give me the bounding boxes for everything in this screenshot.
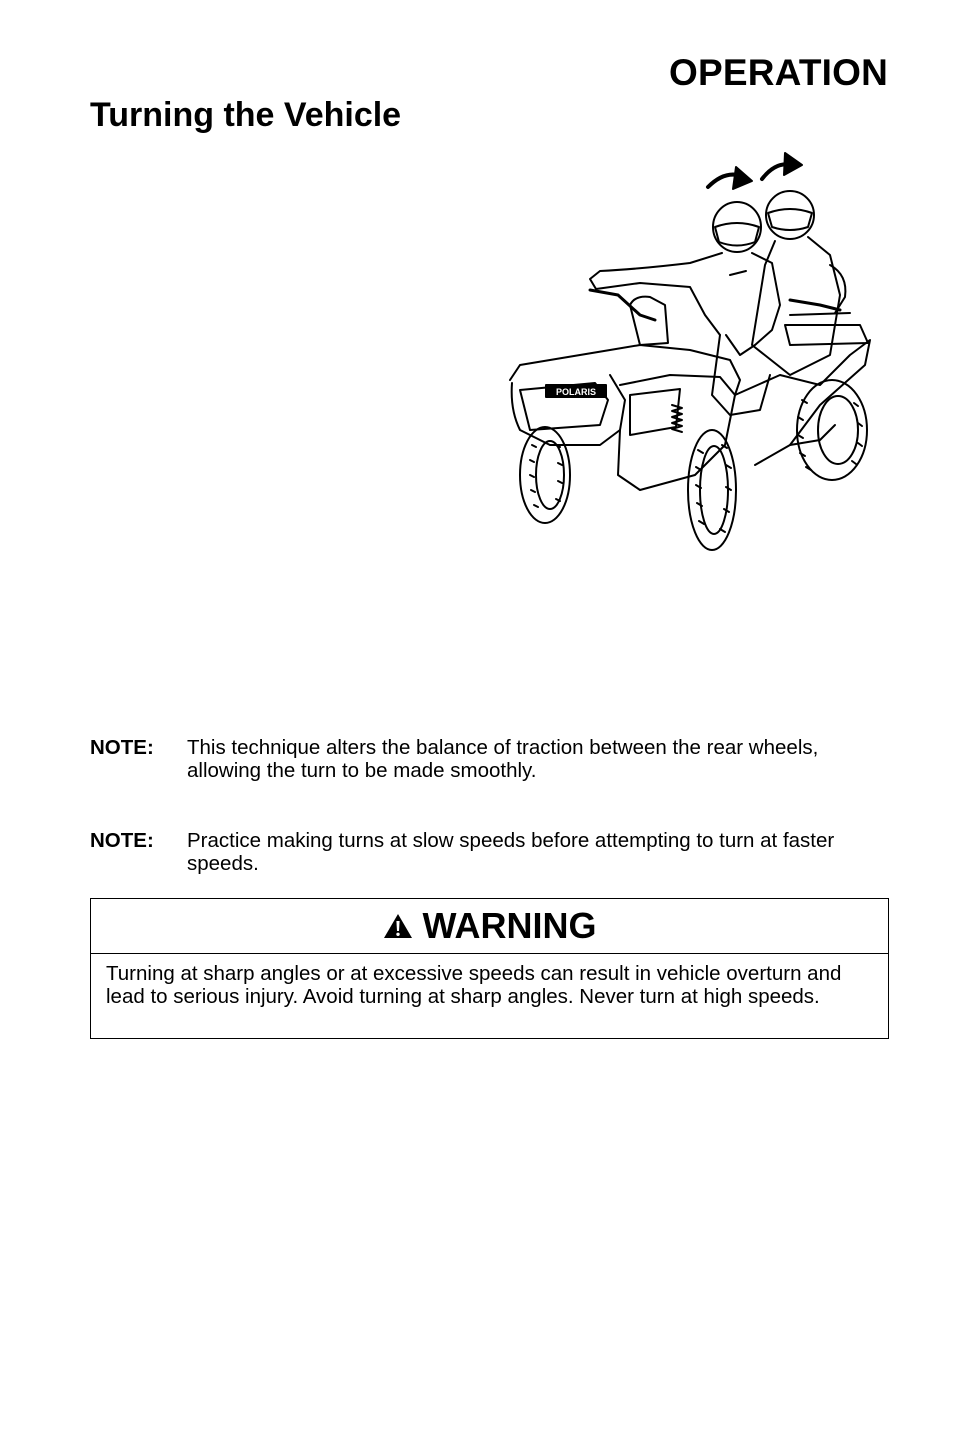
note-text: This technique alters the balance of traction between the rear wheels, allowing the turn to be made smoothly.	[187, 736, 819, 782]
note-text: Practice making turns at slow speeds before attempting to turn at faster speeds.	[187, 829, 835, 875]
atv-brand-text: POLARIS	[555, 387, 597, 397]
note-traction	[90, 736, 890, 782]
warning-header	[91, 899, 888, 954]
warning-box	[90, 898, 889, 1039]
note-label: NOTE:	[90, 736, 154, 759]
warning-triangle-icon	[383, 913, 413, 939]
note-practice	[90, 829, 890, 875]
atv-turning-illustration	[490, 145, 880, 565]
page-title: Turning the Vehicle	[90, 96, 402, 134]
warning-title: WARNING	[422, 905, 597, 946]
lean-arrow-right-icon	[762, 153, 802, 179]
note-label: NOTE:	[90, 829, 154, 852]
warning-text: Turning at sharp angles or at excessive speeds can result in vehicle overturn and lead to serious injury. Avoid turning at sharp angles. Never turn at high speeds.	[106, 962, 842, 1008]
front-rider-figure	[590, 202, 780, 415]
section-header: OPERATION	[668, 52, 888, 93]
lean-arrow-left-icon	[708, 167, 752, 189]
rear-rider-figure	[752, 191, 845, 375]
front-right-wheel	[688, 430, 736, 550]
